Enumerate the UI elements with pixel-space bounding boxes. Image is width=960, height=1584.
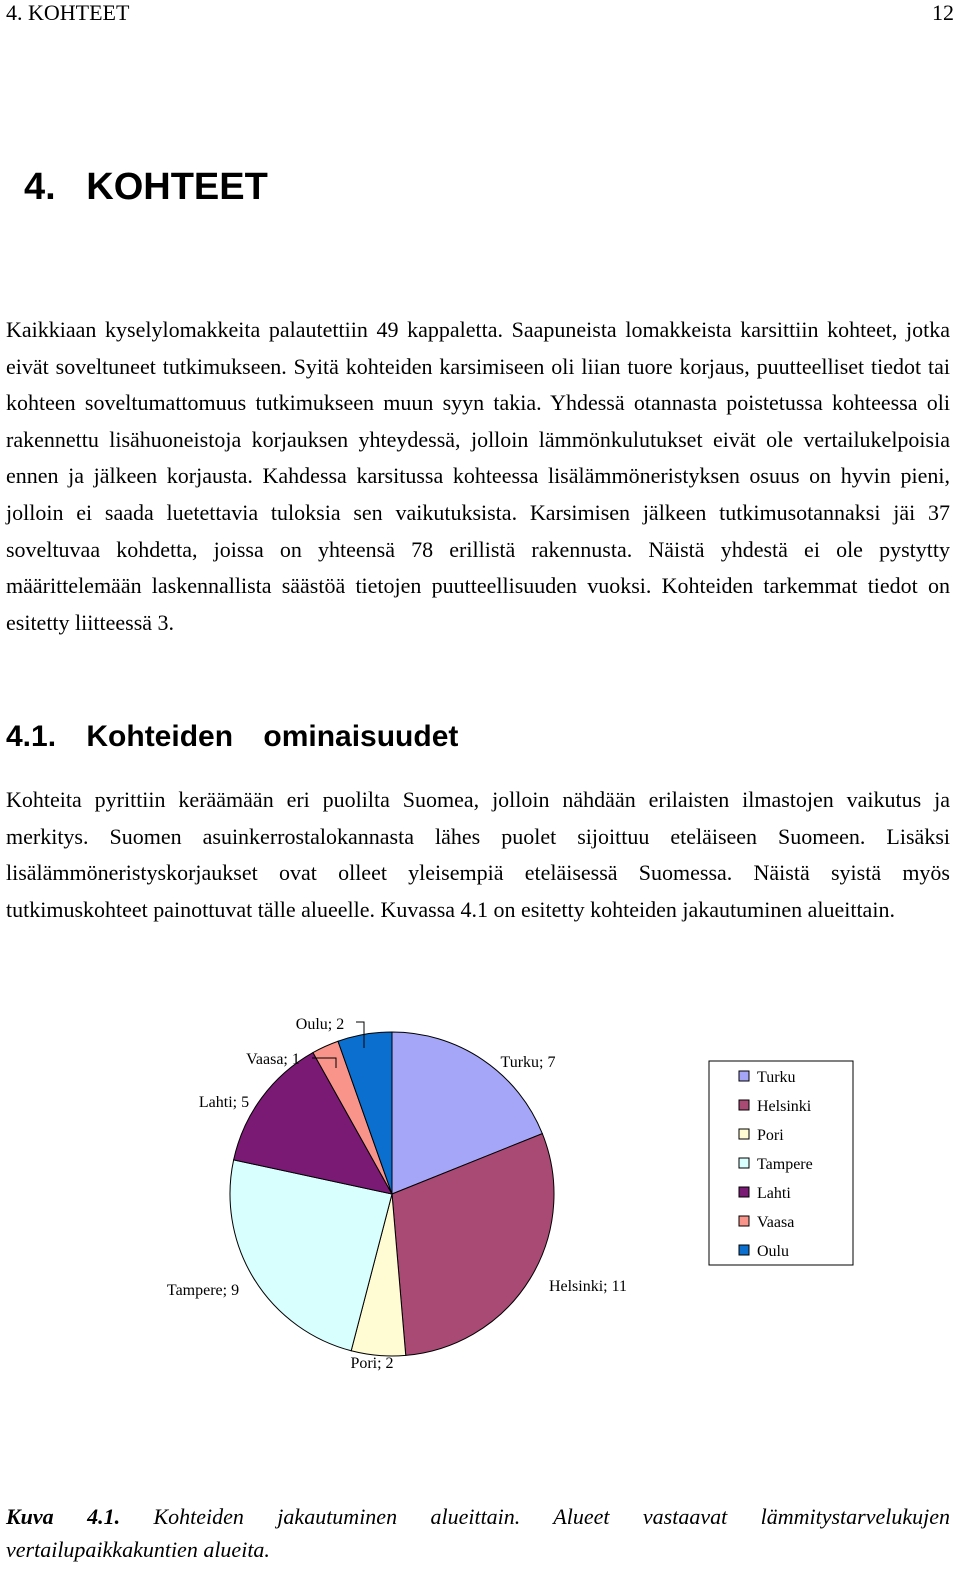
legend-swatch-helsinki	[739, 1100, 749, 1110]
pie-chart-svg	[0, 1000, 960, 1400]
legend-swatch-tampere	[739, 1158, 749, 1168]
running-header	[0, 0, 960, 26]
caption-text: Kohteiden jakautuminen alueittain. Alueet vastaavat lämmitystarvelukujen vertailupaikkakuntien alueita.	[6, 1504, 950, 1562]
page-number: 12	[932, 0, 954, 25]
chart-legend	[709, 1061, 853, 1265]
data-label-vaasa: Vaasa; 1	[246, 1051, 300, 1068]
figure-caption	[6, 1500, 950, 1566]
data-label-pori: Pori; 2	[350, 1355, 394, 1372]
data-label-turku: Turku; 7	[500, 1054, 556, 1071]
legend-label-turku: Turku	[757, 1069, 796, 1086]
intro-paragraph: Kaikkiaan kyselylomakkeita palautettiin 49 kappaletta. Saapuneista lomakkeista karsittiin kohteet, jotka eivät soveltuneet tutkimukseen. Syitä kohteiden karsimiseen oli liian tuore korjaus, puutteelliset tiedot tai kohteen soveltumattomuus tutkimukseen muun syyn takia. Yhdessä otannasta poistetussa kohteessa oli rakennettu lisähuoneistoja korjauksen yhteydessä, jolloin lämmönkulutukset eivät ole vertailukelpoisia ennen ja jälkeen korjausta. Kahdessa karsitussa kohteessa lisälämmöneristyksen osuus on hyvin pieni, jolloin ei saada luetettavia tuloksia sen vaikutuksista. Karsimisen jälkeen tutkimusotannaksi jäi 37 soveltuvaa kohdetta, joissa on yhteensä 78 erillistä rakennusta. Näistä yhdestä ei ole pystytty määrittelemään laskennallista säästöä tietojen puutteellisuuden vuoksi. Kohteiden tarkemmat tiedot on esitetty liitteessä 3.	[6, 317, 950, 635]
legend-swatch-pori	[739, 1129, 749, 1139]
legend-label-vaasa: Vaasa	[757, 1214, 795, 1231]
legend-label-tampere: Tampere	[757, 1156, 813, 1173]
caption-label: Kuva 4.1.	[6, 1504, 121, 1529]
running-header-chapter: 4. KOHTEET	[6, 0, 130, 25]
data-label-lahti: Lahti; 5	[198, 1094, 250, 1111]
legend-label-pori: Pori	[757, 1127, 784, 1144]
pie-slices	[230, 1032, 554, 1356]
legend-label-oulu: Oulu	[757, 1243, 789, 1260]
pie-chart	[0, 1000, 960, 1400]
section-paragraph: Kohteita pyrittiin keräämään eri puolilta Suomea, jolloin nähdään erilaisten ilmastojen vaikutus ja merkitys. Suomen asuinkerrostalokannasta lähes puolet sijoittuu eteläiseen Suomeen. Lisäksi lisälämmöneristyskorjaukset ovat olleet yleisempiä eteläisessä Suomessa. Näistä syistä myös tutkimuskohteet painottuvat tälle alueelle. Kuvassa 4.1 on esitetty kohteiden jakautuminen alueittain.	[6, 787, 950, 922]
data-label-helsinki: Helsinki; 11	[548, 1278, 628, 1295]
data-label-oulu: Oulu; 2	[295, 1016, 345, 1033]
legend-label-helsinki: Helsinki	[757, 1098, 812, 1115]
legend-swatch-turku	[739, 1071, 749, 1081]
legend-swatch-vaasa	[739, 1216, 749, 1226]
legend-label-lahti: Lahti	[757, 1185, 791, 1202]
legend-swatch-lahti	[739, 1187, 749, 1197]
chapter-title: 4. KOHTEET	[24, 166, 268, 208]
legend-swatch-oulu	[739, 1245, 749, 1255]
data-label-tampere: Tampere; 9	[166, 1282, 240, 1299]
section-title: 4.1. Kohteiden ominaisuudet	[6, 720, 459, 753]
